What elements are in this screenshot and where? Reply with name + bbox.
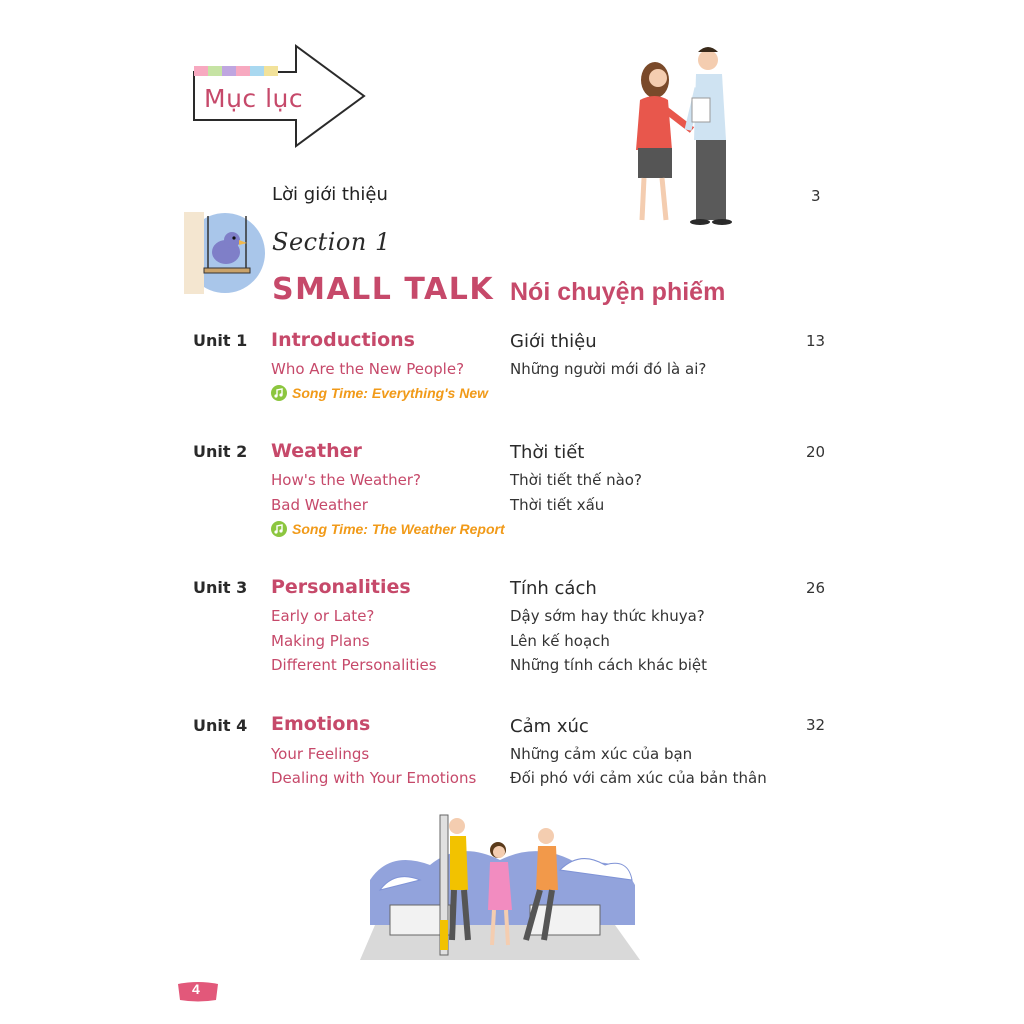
page-title: Mục lục: [204, 84, 304, 113]
section-label: Section 1: [272, 228, 391, 256]
lesson-title-vi: Lên kế hoạch: [510, 632, 610, 650]
song-title: Song Time: The Weather Report: [292, 521, 505, 537]
friends-chatting-illustration: [360, 810, 640, 970]
lesson-title-en[interactable]: Bad Weather: [271, 496, 368, 514]
intro-page-number: 3: [811, 187, 821, 205]
music-note-icon: [271, 521, 287, 537]
lesson-title-en[interactable]: Your Feelings: [271, 745, 370, 763]
handshake-illustration: [600, 40, 750, 230]
music-note-icon: [271, 385, 287, 401]
unit-label: Unit 1: [193, 331, 248, 350]
section-title-en: SMALL TALK: [272, 272, 495, 307]
unit-title-en[interactable]: Emotions: [271, 713, 371, 735]
song-title: Song Time: Everything's New: [292, 385, 488, 401]
unit-page-number: 20: [806, 443, 826, 461]
unit-title-en[interactable]: Weather: [271, 440, 362, 462]
unit-title-en[interactable]: Introductions: [271, 329, 415, 351]
section-title-vi: Nói chuyện phiếm: [510, 278, 726, 306]
unit-title-vi: Giới thiệu: [510, 331, 597, 352]
song-line[interactable]: [271, 385, 488, 401]
unit-page-number: 26: [806, 579, 826, 597]
unit-label: Unit 3: [193, 578, 248, 597]
unit-page-number: 13: [806, 332, 826, 350]
unit-title-vi: Thời tiết: [510, 442, 585, 463]
lesson-title-en[interactable]: How's the Weather?: [271, 471, 421, 489]
lesson-title-vi: Đối phó với cảm xúc của bản thân: [510, 769, 767, 787]
lesson-title-en[interactable]: Who Are the New People?: [271, 360, 465, 378]
song-line[interactable]: [271, 521, 505, 537]
page-number: 4: [192, 981, 200, 997]
lesson-title-en[interactable]: Dealing with Your Emotions: [271, 769, 477, 787]
unit-title-vi: Tính cách: [510, 578, 597, 599]
lesson-title-vi: Thời tiết thế nào?: [510, 471, 642, 489]
lesson-title-vi: Những cảm xúc của bạn: [510, 745, 693, 763]
unit-page-number: 32: [806, 716, 826, 734]
lesson-title-en[interactable]: Early or Late?: [271, 607, 375, 625]
lesson-title-vi: Thời tiết xấu: [510, 496, 605, 514]
lesson-title-en[interactable]: Making Plans: [271, 632, 370, 650]
lesson-title-vi: Những tính cách khác biệt: [510, 656, 708, 674]
lesson-title-en[interactable]: Different Personalities: [271, 656, 437, 674]
unit-label: Unit 2: [193, 442, 248, 461]
unit-title-en[interactable]: Personalities: [271, 576, 411, 598]
unit-label: Unit 4: [193, 716, 248, 735]
unit-title-vi: Cảm xúc: [510, 716, 589, 737]
lesson-title-vi: Dậy sớm hay thức khuya?: [510, 607, 705, 625]
intro-label: Lời giới thiệu: [272, 184, 388, 205]
bird-icon: [184, 212, 266, 294]
lesson-title-vi: Những người mới đó là ai?: [510, 360, 707, 378]
